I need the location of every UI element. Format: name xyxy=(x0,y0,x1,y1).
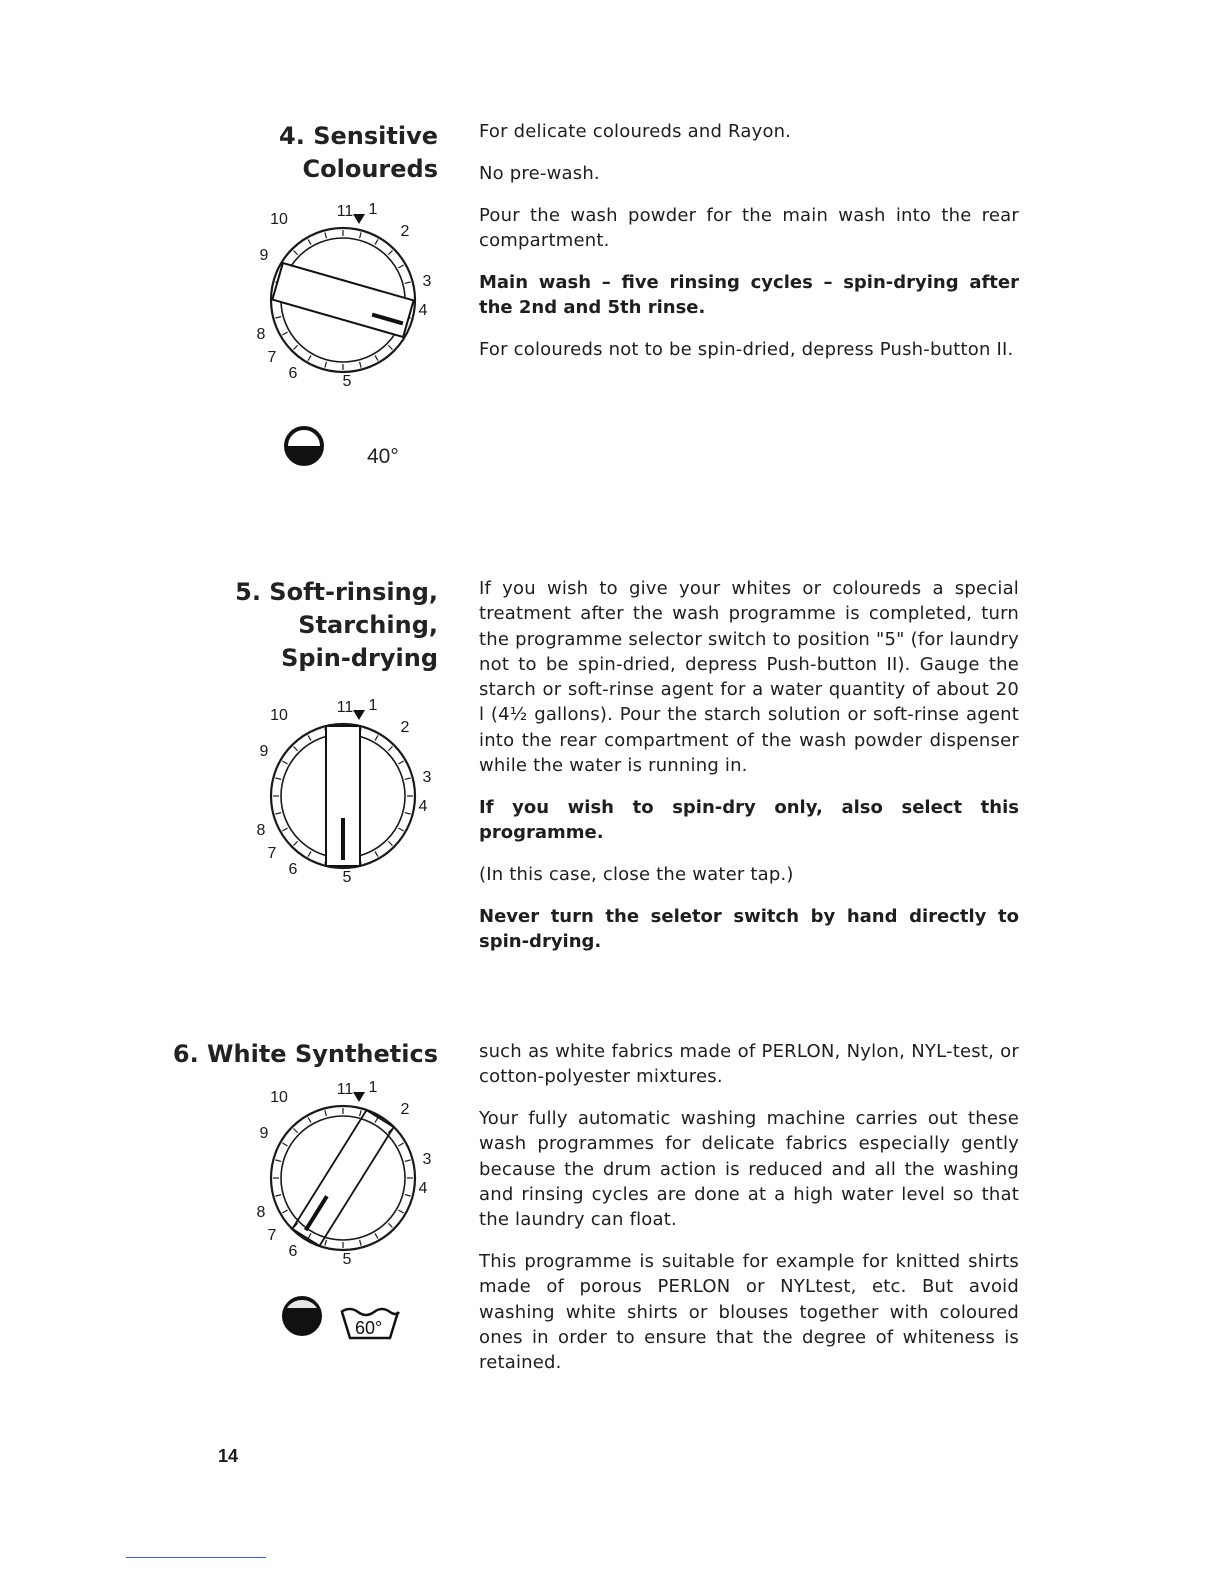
paragraph-bold: Never turn the seletor switch by hand directly to spin-drying. xyxy=(479,905,1019,953)
dial-label: 4 xyxy=(418,798,428,815)
dial-tick xyxy=(275,1160,281,1162)
dial-tick xyxy=(388,747,392,751)
section-5-heading xyxy=(235,576,438,675)
dial-tick xyxy=(294,747,298,751)
footer-rule xyxy=(126,1557,266,1558)
temperature-label: 40° xyxy=(367,445,399,468)
dial-pointer-icon xyxy=(353,710,365,720)
dial-label: 10 xyxy=(270,707,288,724)
dial-tick xyxy=(375,735,378,740)
paragraph: If you wish to give your whites or coloureds a special treatment after the wash programme is completed, turn the programme selector switch to position "5" (for laundry not to be spin-dried, depress Push-button II). Gauge the starch or soft-rinse agent for a water quantity of about 20 l (4½ gallons). Pour the starch solution or soft-rinse agent into the rear compartment of the wash powder dispenser while the water is running in. xyxy=(479,578,1019,777)
dial-tick xyxy=(275,778,281,780)
dial-tick xyxy=(282,1210,287,1213)
section-4-text xyxy=(479,119,1019,379)
paragraph: Your fully automatic washing machine carries out these wash programmes for delicate fabrics especially gently because the drum action is reduced and all the washing and rinsing cycles are done at a high water level so that the laundry can float. xyxy=(479,1108,1019,1231)
dial-label: 10 xyxy=(270,1089,288,1106)
dial-label: 9 xyxy=(259,247,269,264)
dial-tick xyxy=(294,1129,298,1133)
programme-dial-section-5 xyxy=(255,692,445,886)
dial-tick xyxy=(375,851,378,856)
dial-tick xyxy=(308,355,311,360)
dial-label: 6 xyxy=(288,861,298,878)
dial-label: 3 xyxy=(422,273,432,290)
dial-label: 3 xyxy=(422,1151,432,1168)
dial-label: 8 xyxy=(256,326,266,343)
paragraph: such as white fabrics made of PERLON, Nylon, NYL-test, or cotton-polyester mixtures. xyxy=(479,1041,1019,1088)
dial-tick xyxy=(325,232,327,238)
dial-tick xyxy=(294,841,298,845)
dial-label: 4 xyxy=(418,302,428,319)
heading-line: 6. White Synthetics xyxy=(172,1040,438,1068)
dial-knob xyxy=(272,263,413,337)
dial-label: 5 xyxy=(342,373,352,390)
dial-inner-ring xyxy=(281,1116,405,1240)
dial-label: 4 xyxy=(418,1180,428,1197)
dial-tick xyxy=(282,761,287,764)
dial-tick xyxy=(388,841,392,845)
dial-label: 10 xyxy=(270,211,288,228)
programme-dial-section-4 xyxy=(255,196,445,390)
section-4-heading xyxy=(279,120,438,186)
dial-tick xyxy=(398,761,403,764)
dial-label: 1 xyxy=(368,697,378,714)
half-filled-tub-icon xyxy=(284,419,328,483)
dial-label: 8 xyxy=(256,822,266,839)
dial-label: 1 xyxy=(368,201,378,218)
dial-tick xyxy=(388,251,392,255)
dial-tick xyxy=(308,1233,311,1238)
paragraph: This programme is suitable for example for knitted shirts made of porous PERLON or NYLtest, etc. But avoid washing white shirts or blouses together with coloured ones in order to ensure that the degree of whiteness is retained. xyxy=(479,1251,1019,1374)
dial-tick xyxy=(282,1143,287,1146)
dial-tick xyxy=(388,1223,392,1227)
dial-tick xyxy=(360,362,362,368)
dial-label: 8 xyxy=(256,1204,266,1221)
dial-tick xyxy=(405,282,411,284)
dial-label: 5 xyxy=(342,1251,352,1268)
dial-tick xyxy=(282,332,287,335)
dial-tick xyxy=(398,1210,403,1213)
section-6-text xyxy=(479,1039,1019,1392)
dial-label: 1 xyxy=(368,1079,378,1096)
programme-dial-section-6 xyxy=(255,1074,445,1268)
dial-tick xyxy=(405,813,411,815)
dial-label: 2 xyxy=(400,719,410,736)
dial-tick xyxy=(360,1110,362,1116)
paragraph: No pre-wash. xyxy=(479,162,600,184)
dial-tick xyxy=(375,1233,378,1238)
dial-tick xyxy=(275,317,281,319)
dial-tick xyxy=(275,1195,281,1197)
dial-tick xyxy=(308,851,311,856)
dial-label: 11 xyxy=(336,699,354,716)
paragraph: (In this case, close the water tap.) xyxy=(479,863,794,885)
dial-tick xyxy=(275,813,281,815)
dial-label: 5 xyxy=(342,869,352,886)
heading-line: Coloureds xyxy=(302,155,438,183)
paragraph-bold: If you wish to spin-dry only, also select this programme. xyxy=(479,796,1019,844)
dial-tick xyxy=(308,735,311,740)
dial-label: 11 xyxy=(336,203,354,220)
dial-label: 6 xyxy=(288,1243,298,1260)
dial-label: 11 xyxy=(336,1081,354,1098)
dial-knob xyxy=(292,1110,393,1246)
dial-tick xyxy=(398,265,403,268)
heading-line: Spin-drying xyxy=(281,644,438,672)
wash-temperature-label: 60° xyxy=(355,1318,383,1338)
dial-knob xyxy=(326,726,360,866)
dial-graphic xyxy=(255,1074,445,1268)
dial-label: 7 xyxy=(267,1227,277,1244)
heading-line: 4. Sensitive xyxy=(279,122,438,150)
dial-tick xyxy=(325,362,327,368)
dial-tick xyxy=(360,232,362,238)
dial-tick xyxy=(294,251,298,255)
dial-tick xyxy=(375,355,378,360)
wash-tub-60-icon xyxy=(338,1300,408,1350)
dial-tick xyxy=(375,239,378,244)
dial-tick xyxy=(405,778,411,780)
heading-line: Starching, xyxy=(298,611,438,639)
section-5-text xyxy=(479,576,1019,971)
dial-pointer-icon xyxy=(353,214,365,224)
dial-tick xyxy=(398,828,403,831)
filled-tub-icon xyxy=(282,1289,326,1353)
paragraph: Pour the wash powder for the main wash into the rear compartment. xyxy=(479,204,1019,251)
dial-label: 7 xyxy=(267,845,277,862)
dial-label: 9 xyxy=(259,1125,269,1142)
dial-tick xyxy=(405,1195,411,1197)
dial-label: 2 xyxy=(400,1101,410,1118)
dial-tick xyxy=(360,1240,362,1246)
dial-label: 3 xyxy=(422,769,432,786)
dial-tick xyxy=(375,1117,378,1122)
dial-label: 9 xyxy=(259,743,269,760)
dial-tick xyxy=(398,1143,403,1146)
dial-graphic xyxy=(255,692,445,886)
dial-pointer-icon xyxy=(353,1092,365,1102)
dial-tick xyxy=(282,828,287,831)
paragraph-bold: Main wash – five rinsing cycles – spin-drying after the 2nd and 5th rinse. xyxy=(479,271,1019,318)
dial-label: 6 xyxy=(288,365,298,382)
dial-tick xyxy=(308,1117,311,1122)
paragraph: For delicate coloureds and Rayon. xyxy=(479,121,792,142)
section-6-heading xyxy=(173,1038,438,1071)
dial-tick xyxy=(294,345,298,349)
dial-tick xyxy=(405,1160,411,1162)
page-number: 14 xyxy=(218,1446,239,1466)
dial-tick xyxy=(308,239,311,244)
dial-label: 7 xyxy=(267,349,277,366)
paragraph: For coloureds not to be spin-dried, depress Push-button II. xyxy=(479,338,1014,360)
dial-label: 2 xyxy=(400,223,410,240)
dial-graphic xyxy=(255,196,445,390)
dial-tick xyxy=(325,1240,327,1246)
heading-line: 5. Soft-rinsing, xyxy=(235,578,438,606)
dial-tick xyxy=(325,1110,327,1116)
dial-tick xyxy=(388,345,392,349)
